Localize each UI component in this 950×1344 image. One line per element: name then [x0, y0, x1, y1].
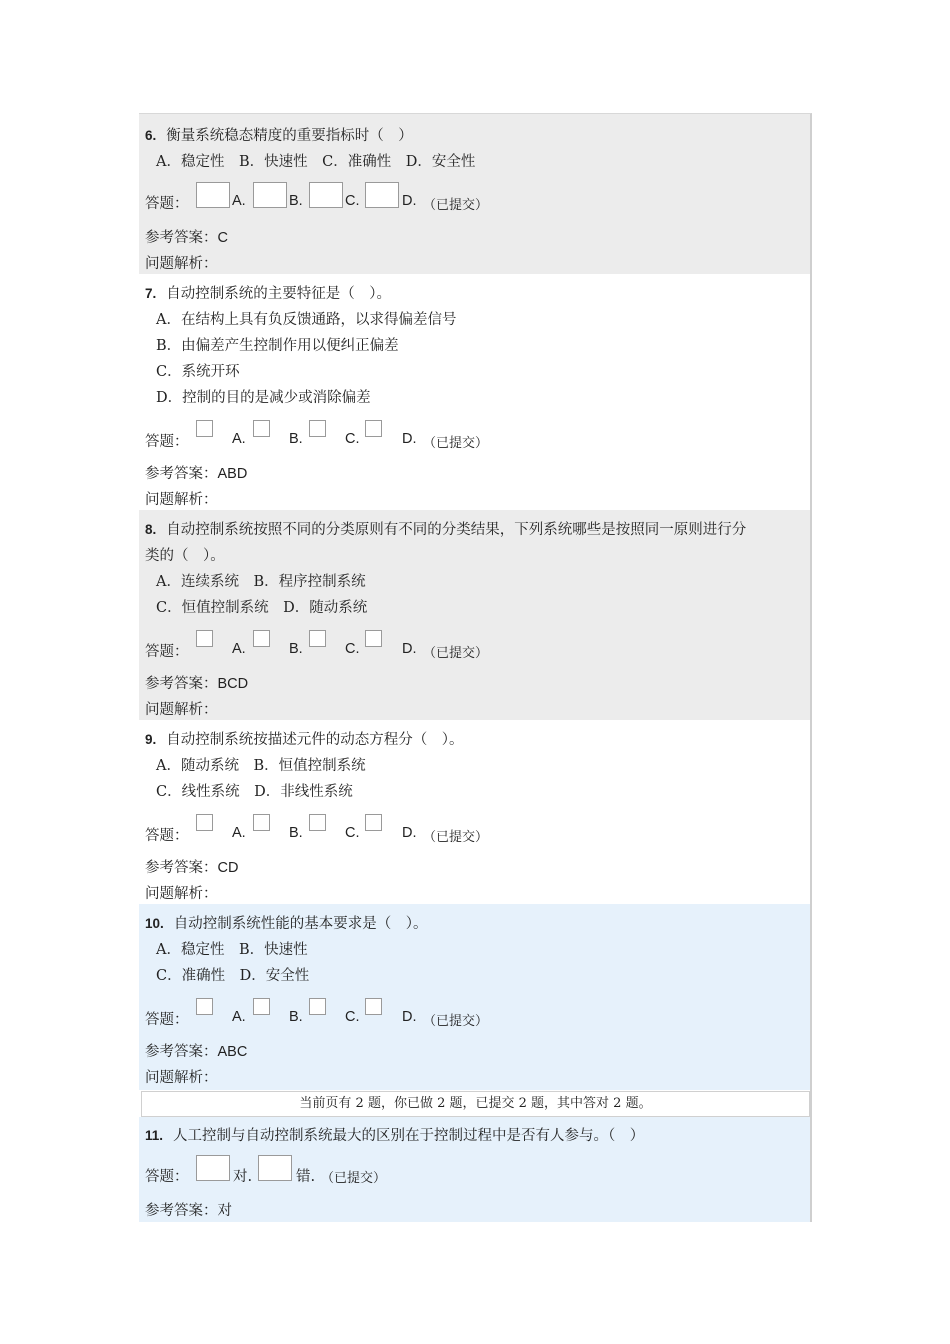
question-8-title: 8. 自动控制系统按照不同的分类原则有不同的分类结果，下列系统哪些是按照同一原则进行分: [145, 522, 747, 538]
question-10-reference: 参考答案：ABC: [145, 1044, 248, 1060]
question-8-reference: 参考答案：BCD: [145, 676, 249, 692]
answer-checkbox-a[interactable]: [196, 420, 213, 437]
answer-checkbox-d[interactable]: [365, 998, 382, 1015]
question-9: 9. 自动控制系统按描述元件的动态方程分（ ）。 A．随动系统 B．恒值控制系统 C．线性系统 D．非线性系统 答题： A. B. C. D. （已提交） 参考答案：CD 问题解析：: [139, 720, 810, 904]
answer-checkbox-c[interactable]: [309, 998, 326, 1015]
question-9-title: 9. 自动控制系统按描述元件的动态方程分（ ）。: [145, 732, 464, 748]
question-7-option-d: D．控制的目的是减少或消除偏差: [156, 390, 371, 406]
question-8-options-row1: A．连续系统 B．程序控制系统: [156, 574, 366, 590]
question-7-analysis: 问题解析：: [145, 492, 218, 508]
submitted-status: （已提交）: [321, 1171, 387, 1186]
question-6-reference: 参考答案：C: [145, 230, 228, 246]
question-9-options-row2: C．线性系统 D．非线性系统: [156, 784, 353, 800]
question-7-option-a: A．在结构上具有负反馈通路，以求得偏差信号: [156, 312, 457, 328]
answer-checkbox-b[interactable]: [253, 998, 270, 1015]
question-9-analysis: 问题解析：: [145, 886, 218, 902]
question-8: 8. 自动控制系统按照不同的分类原则有不同的分类结果，下列系统哪些是按照同一原则进行分 类的（ ）。 A．连续系统 B．程序控制系统 C．恒值控制系统 D．随动系统 答题： A. B. C. D. （已提交） 参考答案：BCD 问题解析：: [139, 510, 810, 720]
question-10: 10. 自动控制系统性能的基本要求是（ ）。 A．稳定性 B．快速性 C．准确性 D．安全性 答题： A. B. C. D. （已提交） 参考答案：ABC 问题解析：: [139, 904, 810, 1090]
answer-checkbox-b[interactable]: [253, 630, 270, 647]
question-6-analysis: 问题解析：: [145, 256, 218, 272]
answer-checkbox-c[interactable]: [309, 814, 326, 831]
answer-checkbox-a[interactable]: [196, 630, 213, 647]
question-11-reference: 参考答案：对: [145, 1203, 232, 1219]
submitted-status: （已提交）: [423, 830, 489, 845]
question-7: 7. 自动控制系统的主要特征是（ ）。 A．在结构上具有负反馈通路，以求得偏差信号 B．由偏差产生控制作用以便纠正偏差 C．系统开环 D．控制的目的是减少或消除偏差 答题： A. B. C. D. （已提交） 参考答案：ABD 问题解析：: [139, 274, 810, 510]
question-7-option-c: C．系统开环: [156, 364, 240, 380]
question-8-options-row2: C．恒值控制系统 D．随动系统: [156, 600, 368, 616]
question-7-option-b: B．由偏差产生控制作用以便纠正偏差: [156, 338, 399, 354]
answer-checkbox-a[interactable]: [196, 998, 213, 1015]
question-9-reference: 参考答案：CD: [145, 860, 239, 876]
answer-checkbox-d[interactable]: [365, 814, 382, 831]
question-6-options: A．稳定性 B．快速性 C．准确性 D．安全性: [156, 154, 476, 170]
question-6: 6. 衡量系统稳态精度的重要指标时（ ） A．稳定性 B．快速性 C．准确性 D．安全性 答题： A. B. C. D. （已提交） 参考答案：C 问题解析：: [139, 114, 810, 274]
question-10-title: 10. 自动控制系统性能的基本要求是（ ）。: [145, 916, 428, 932]
answer-checkbox-d[interactable]: [365, 630, 382, 647]
question-7-reference: 参考答案：ABD: [145, 466, 248, 482]
question-10-options-row1: A．稳定性 B．快速性: [156, 942, 308, 958]
question-8-analysis: 问题解析：: [145, 702, 218, 718]
answer-checkbox-b[interactable]: [253, 420, 270, 437]
answer-checkbox-b[interactable]: [253, 182, 287, 208]
answer-checkbox-d[interactable]: [365, 182, 399, 208]
page-summary: 当前页有 2 题，你已做 2 题，已提交 2 题，其中答对 2 题。: [141, 1091, 810, 1117]
question-11-title: 11. 人工控制与自动控制系统最大的区别在于控制过程中是否有人参与。（ ）: [145, 1128, 645, 1144]
question-11: 11. 人工控制与自动控制系统最大的区别在于控制过程中是否有人参与。（ ） 答题： 对. 错. （已提交） 参考答案：对: [139, 1117, 810, 1222]
answer-checkbox-c[interactable]: [309, 630, 326, 647]
answer-checkbox-a[interactable]: [196, 814, 213, 831]
question-9-options-row1: A．随动系统 B．恒值控制系统: [156, 758, 366, 774]
answer-checkbox-c[interactable]: [309, 182, 343, 208]
submitted-status: （已提交）: [423, 1014, 489, 1029]
answer-checkbox-d[interactable]: [365, 420, 382, 437]
submitted-status: （已提交）: [423, 436, 489, 451]
question-10-analysis: 问题解析：: [145, 1070, 218, 1086]
answer-false-radio[interactable]: [258, 1155, 292, 1181]
quiz-page: [139, 113, 812, 1222]
question-7-title: 7. 自动控制系统的主要特征是（ ）。: [145, 286, 392, 302]
answer-checkbox-a[interactable]: [196, 182, 230, 208]
question-6-title: 6. 衡量系统稳态精度的重要指标时（ ）: [145, 128, 413, 144]
answer-true-radio[interactable]: [196, 1155, 230, 1181]
answer-checkbox-c[interactable]: [309, 420, 326, 437]
answer-checkbox-b[interactable]: [253, 814, 270, 831]
submitted-status: （已提交）: [423, 646, 489, 661]
question-8-title-cont: 类的（ ）。: [145, 548, 225, 564]
question-10-options-row2: C．准确性 D．安全性: [156, 968, 310, 984]
submitted-status: （已提交）: [423, 198, 489, 213]
